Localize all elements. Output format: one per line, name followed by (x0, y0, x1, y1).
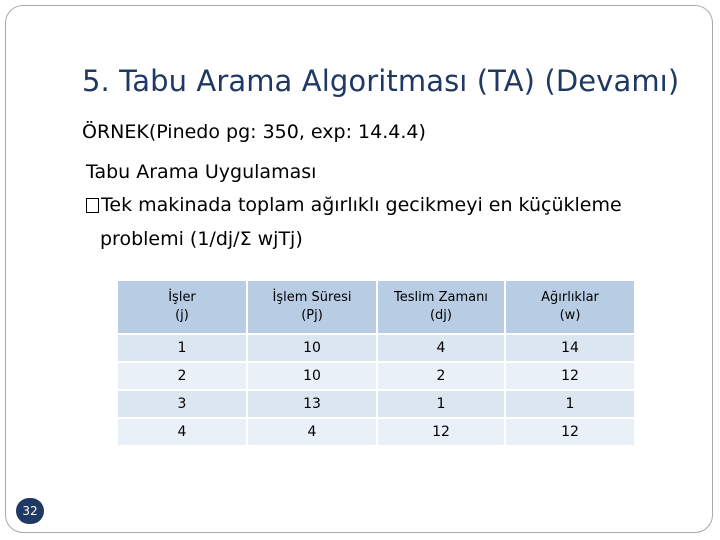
subtitle: Tabu Arama Uygulaması (86, 161, 317, 183)
sigma-symbol: Σ (239, 228, 252, 250)
header-jobs: İşler (j) (117, 280, 247, 334)
header-due-date: Teslim Zamanı (dj) (377, 280, 505, 334)
header-processing-time: İşlem Süresi (Pj) (247, 280, 377, 334)
table-cell: 13 (247, 390, 377, 418)
page-number-badge: 32 (16, 498, 44, 524)
table-cell: 3 (117, 390, 247, 418)
table-cell: 12 (505, 362, 635, 390)
table-cell: 12 (505, 418, 635, 446)
problem-notation (100, 228, 303, 250)
bullet-line (86, 194, 622, 216)
example-reference: ÖRNEK(Pinedo pg: 350, exp: 14.4.4) (82, 121, 426, 143)
table-cell: 2 (377, 362, 505, 390)
table-row (117, 362, 635, 390)
bullet-text: Tek makinada toplam ağırlıklı gecikmeyi en küçükleme (101, 194, 622, 216)
table-cell: 1 (377, 390, 505, 418)
table-cell: 14 (505, 334, 635, 362)
problem-text-end: wjTj) (251, 228, 303, 250)
problem-text-start: problemi (1/dj/ (100, 228, 240, 250)
table-header-row (117, 280, 635, 334)
jobs-table (116, 279, 636, 447)
table-cell: 4 (377, 334, 505, 362)
header-weights: Ağırlıklar (w) (505, 280, 635, 334)
table-row (117, 390, 635, 418)
table-cell: 10 (247, 334, 377, 362)
table-cell: 12 (377, 418, 505, 446)
table-cell: 2 (117, 362, 247, 390)
table-cell: 1 (117, 334, 247, 362)
table-cell: 10 (247, 362, 377, 390)
table-cell: 4 (117, 418, 247, 446)
table-row (117, 418, 635, 446)
table-cell: 1 (505, 390, 635, 418)
slide-title: 5. Tabu Arama Algoritması (TA) (Devamı) (82, 64, 680, 98)
checkbox-bullet-icon (86, 198, 99, 213)
table-cell: 4 (247, 418, 377, 446)
table-row (117, 334, 635, 362)
